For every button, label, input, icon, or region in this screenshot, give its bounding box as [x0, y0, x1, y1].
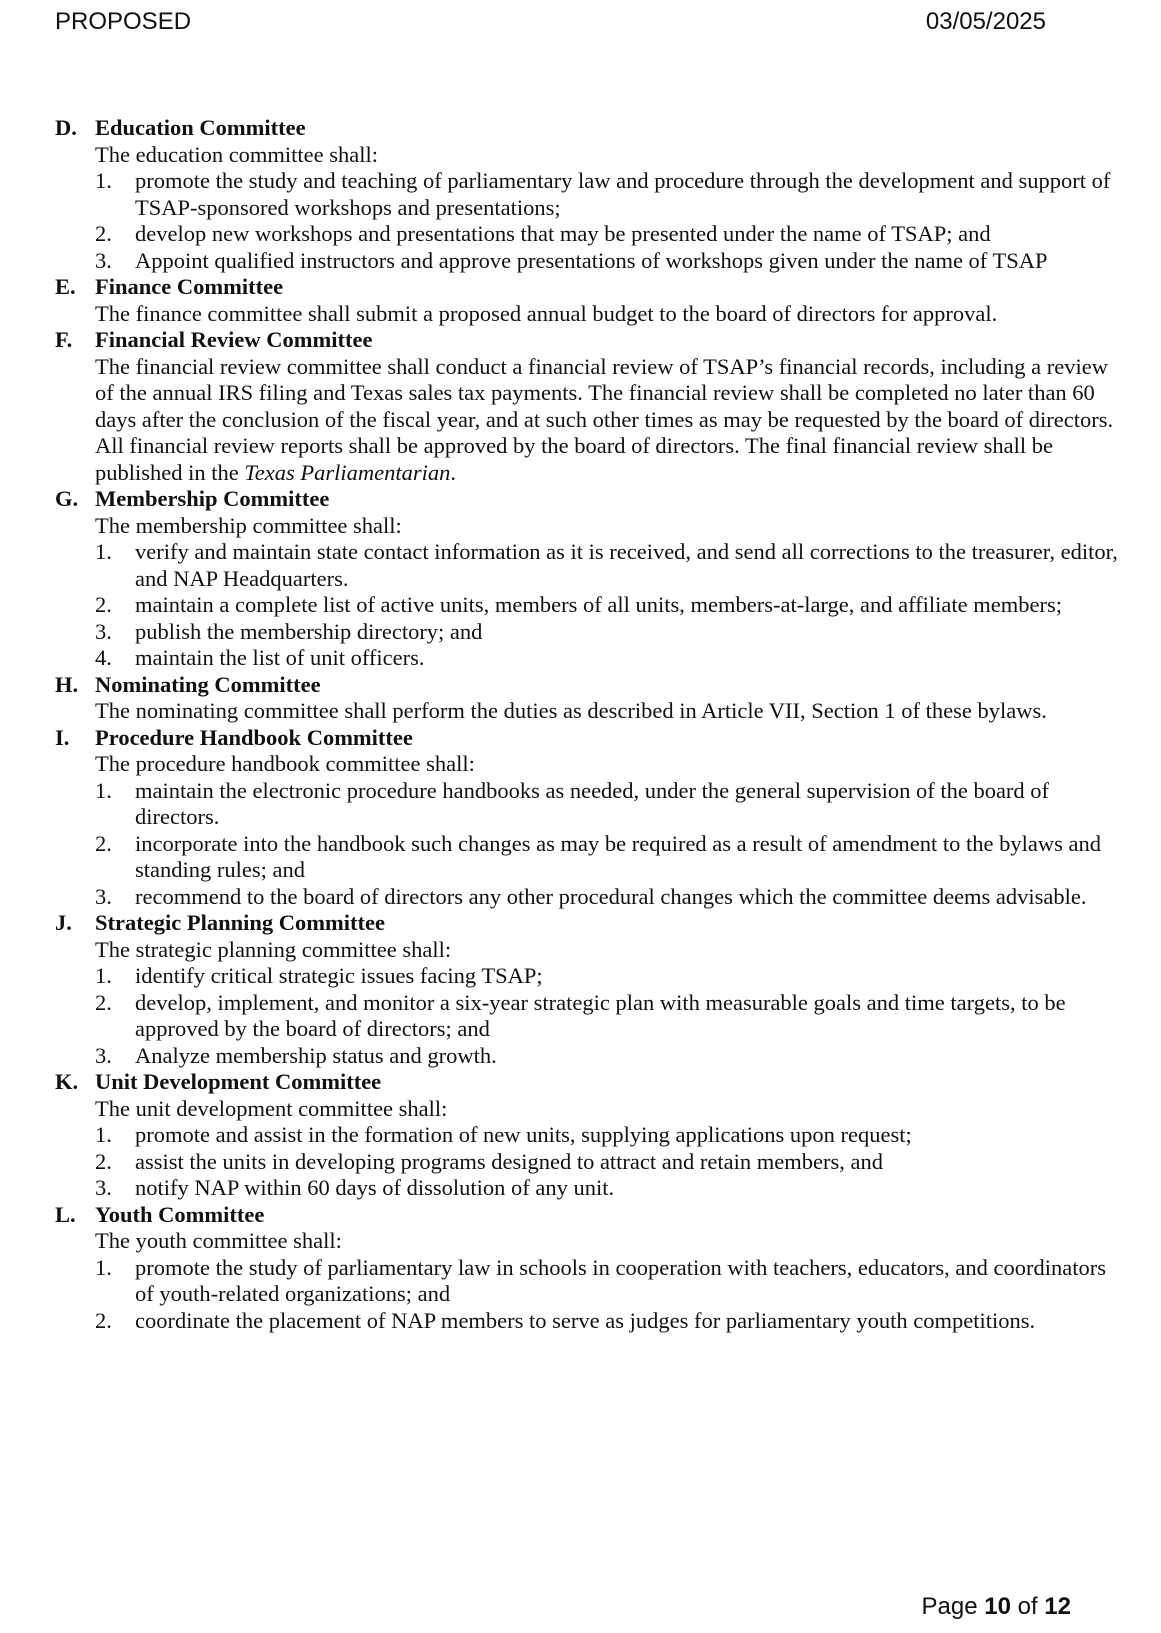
- section-intro-end: .: [450, 459, 457, 485]
- section-intro: [95, 1096, 1125, 1123]
- list-item-text: Appoint qualified instructors and approve presentations of workshops given under the name of TSAP: [135, 247, 1048, 273]
- list-item: [95, 1308, 1125, 1335]
- list-item-number: 2.: [95, 1307, 112, 1333]
- list-item-text: develop new workshops and presentations that may be presented under the name of TSAP; and: [135, 221, 991, 246]
- list-item: [95, 1149, 1125, 1176]
- list-item-number: 2.: [95, 1148, 112, 1174]
- section-letter: K.: [55, 1069, 79, 1094]
- list-item-text: maintain the list of unit officers.: [135, 645, 425, 670]
- committee-section: [55, 910, 1125, 1069]
- committee-section: [55, 1069, 1125, 1202]
- duties-list: [95, 1255, 1125, 1335]
- page-current: 10: [984, 1593, 1011, 1620]
- section-intro-text: The finance committee shall submit a proposed annual budget to the board of directors for approval.: [95, 300, 998, 326]
- list-item-number: 1.: [95, 1122, 112, 1147]
- list-item-text: coordinate the placement of NAP members to serve as judges for parliamentary youth competitions.: [135, 1307, 1036, 1333]
- list-item-number: 3.: [95, 1042, 112, 1068]
- publication-title: Texas Parliamentarian: [244, 459, 451, 485]
- section-intro: [95, 354, 1125, 487]
- list-item: [95, 1043, 1125, 1070]
- list-item-text: notify NAP within 60 days of dissolution of any unit.: [135, 1175, 615, 1200]
- list-item-number: 3.: [95, 1175, 112, 1200]
- list-item-text: promote the study of parliamentary law in schools in cooperation with teachers, educators, and coordinators of youth-related organizations; and: [135, 1254, 1106, 1306]
- list-item-text: promote and assist in the formation of new units, supplying applications upon request;: [135, 1122, 912, 1147]
- section-intro: [95, 142, 1125, 169]
- committee-section: [55, 327, 1125, 486]
- list-item-text: verify and maintain state contact information as it is received, and send all corrections to the treasurer, editor, and NAP Headquarters.: [135, 539, 1118, 591]
- list-item-text: identify critical strategic issues facing TSAP;: [135, 963, 543, 988]
- list-item-number: 2.: [95, 989, 112, 1015]
- list-item: [95, 1175, 1125, 1202]
- section-intro: [95, 698, 1125, 725]
- list-item-number: 1.: [95, 168, 112, 193]
- list-item: [95, 221, 1125, 248]
- list-item-text: recommend to the board of directors any other procedural changes which the committee deems advisable.: [135, 883, 1087, 909]
- section-intro-text: The membership committee shall:: [95, 512, 402, 538]
- list-item-text: maintain the electronic procedure handbooks as needed, under the general supervision of the board of directors.: [135, 777, 1050, 829]
- duties-list: [95, 778, 1125, 911]
- list-item: [95, 248, 1125, 275]
- list-item-text: promote the study and teaching of parliamentary law and procedure through the development and support of TSAP-sponsored workshops and presentations;: [135, 168, 1111, 220]
- section-intro: [95, 513, 1125, 540]
- list-item-text: publish the membership directory; and: [135, 618, 483, 644]
- list-item: [95, 831, 1125, 884]
- list-item-number: 4.: [95, 645, 112, 670]
- list-item: [95, 619, 1125, 646]
- document-body: [55, 115, 1125, 1334]
- list-item: [95, 1122, 1125, 1149]
- section-letter: H.: [55, 671, 79, 697]
- list-item-text: maintain a complete list of active units, members of all units, members-at-large, and affiliate members;: [135, 592, 1063, 617]
- section-title: Unit Development Committee: [95, 1069, 382, 1094]
- section-letter: G.: [55, 486, 79, 511]
- section-intro-text: The education committee shall:: [95, 141, 379, 167]
- section-letter: I.: [55, 724, 70, 750]
- section-intro-text: The unit development committee shall:: [95, 1095, 448, 1121]
- section-intro-text: The youth committee shall:: [95, 1228, 342, 1253]
- list-item: [95, 963, 1125, 990]
- section-title: Education Committee: [95, 115, 306, 140]
- section-letter: D.: [55, 115, 77, 140]
- committee-section: [55, 486, 1125, 672]
- list-item: [95, 592, 1125, 619]
- list-item: [95, 539, 1125, 592]
- section-title: Strategic Planning Committee: [95, 910, 385, 935]
- list-item-text: Analyze membership status and growth.: [135, 1042, 497, 1068]
- list-item-text: assist the units in developing programs designed to attract and retain members, and: [135, 1148, 883, 1174]
- section-letter: L.: [55, 1201, 76, 1227]
- list-item: [95, 778, 1125, 831]
- section-letter: F.: [55, 327, 73, 352]
- list-item-number: 3.: [95, 247, 112, 273]
- section-intro: [95, 1228, 1125, 1255]
- section-title: Finance Committee: [95, 274, 284, 299]
- section-intro: [95, 937, 1125, 964]
- section-title: Youth Committee: [95, 1201, 265, 1227]
- list-item: [95, 645, 1125, 672]
- list-item-number: 1.: [95, 539, 112, 564]
- list-item: [95, 884, 1125, 911]
- list-item: [95, 1255, 1125, 1308]
- header-date: 03/05/2025: [925, 8, 1046, 35]
- list-item-text: develop, implement, and monitor a six-year strategic plan with measurable goals and time targets, to be approved by the board of directors; and: [135, 989, 1066, 1041]
- section-title: Nominating Committee: [95, 671, 321, 697]
- section-intro: [95, 751, 1125, 778]
- list-item-number: 1.: [95, 1254, 112, 1280]
- section-letter: J.: [55, 910, 72, 935]
- list-item-number: 1.: [95, 777, 112, 803]
- section-title: Procedure Handbook Committee: [95, 724, 413, 750]
- section-intro: [95, 301, 1125, 328]
- list-item: [95, 990, 1125, 1043]
- section-intro-text: The financial review committee shall conduct a financial review of TSAP’s financial records, including a review of the annual IRS filing and Texas sales tax payments. The financial review shall be completed no later than 60 days after the conclusion of the fiscal year, and at such other times as may be requested by the board of directors. All financial review reports shall be approved by the board of directors. The final financial review shall be published in the: [95, 353, 1114, 485]
- page-total: 12: [1044, 1593, 1071, 1620]
- list-item-number: 2.: [95, 221, 112, 246]
- page-of: of: [1017, 1593, 1038, 1620]
- list-item-number: 3.: [95, 618, 112, 644]
- section-title: Membership Committee: [95, 486, 330, 511]
- duties-list: [95, 168, 1125, 274]
- list-item-number: 3.: [95, 883, 112, 909]
- list-item-number: 2.: [95, 830, 112, 856]
- section-intro-text: The procedure handbook committee shall:: [95, 751, 475, 776]
- section-letter: E.: [55, 274, 76, 299]
- duties-list: [95, 1122, 1125, 1202]
- page-number: [922, 1593, 1072, 1621]
- duties-list: [95, 539, 1125, 672]
- committee-section: [55, 1202, 1125, 1335]
- page-label: Page: [921, 1593, 978, 1620]
- section-intro-text: The strategic planning committee shall:: [95, 936, 452, 962]
- list-item: [95, 168, 1125, 221]
- header-status: PROPOSED: [55, 8, 192, 35]
- committee-section: [55, 672, 1125, 725]
- list-item-text: incorporate into the handbook such changes as may be required as a result of amendment to the bylaws and standing rules; and: [135, 830, 1101, 882]
- section-intro-text: The nominating committee shall perform the duties as described in Article VII, Section 1 of these bylaws.: [95, 698, 1047, 723]
- committee-section: [55, 115, 1125, 274]
- list-item-number: 1.: [95, 963, 112, 988]
- section-title: Financial Review Committee: [95, 327, 373, 352]
- duties-list: [95, 963, 1125, 1069]
- committee-section: [55, 725, 1125, 911]
- list-item-number: 2.: [95, 592, 112, 617]
- committee-section: [55, 274, 1125, 327]
